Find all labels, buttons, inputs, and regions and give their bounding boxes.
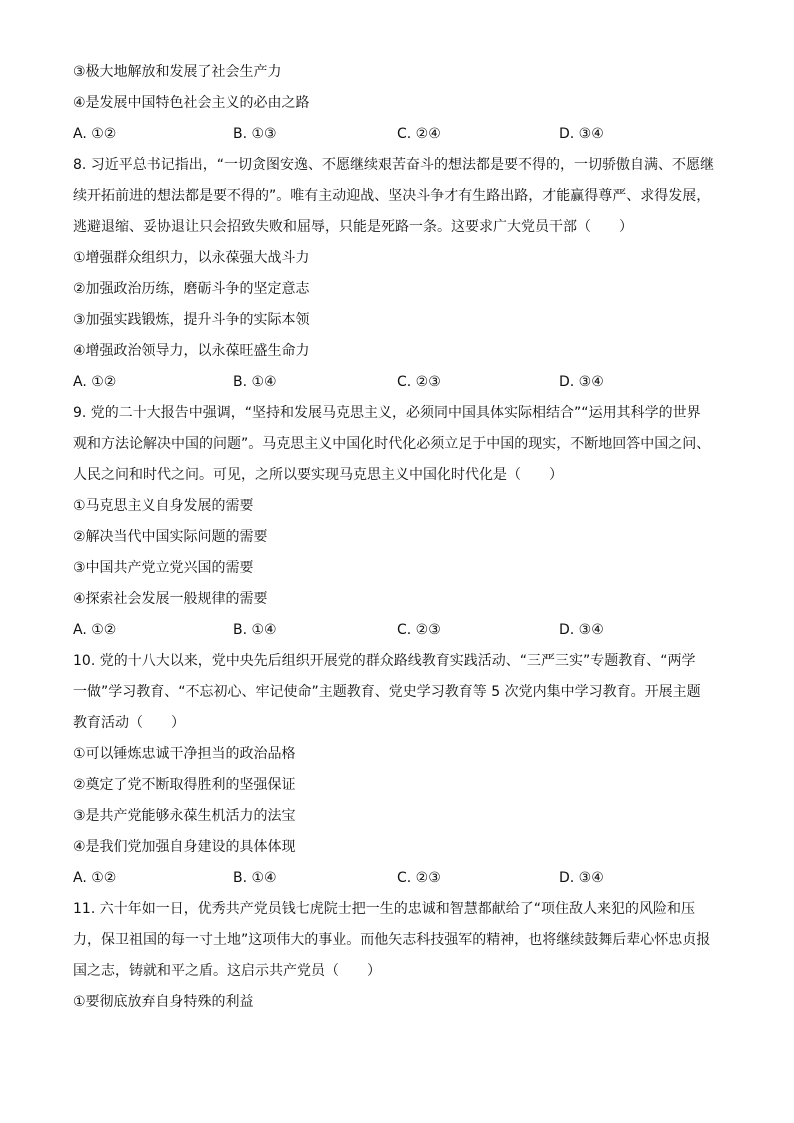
option-b: B. ①③ — [233, 126, 277, 142]
question-10 — [73, 651, 733, 899]
answer-options — [73, 372, 733, 403]
question-8 — [73, 155, 733, 403]
option-d: D. ③④ — [559, 126, 604, 142]
option-c: C. ②③ — [397, 622, 441, 638]
question-stem: 国之志，铸就和平之盾。这启示共产党员（ ） — [73, 963, 381, 979]
option-c: C. ②③ — [397, 870, 441, 886]
answer-options — [73, 124, 733, 155]
option-b: B. ①④ — [233, 870, 277, 886]
statement: ①增强群众组织力，以永葆强大战斗力 — [73, 250, 310, 266]
statement: ③加强实践锻炼，提升斗争的实际本领 — [73, 312, 310, 328]
question-stem: 8. 习近平总书记指出，“一切贪图安逸、不愿继续艰苦奋斗的想法都是要不得的，一切骄傲自满、不愿继 — [73, 157, 715, 173]
option-b: B. ①④ — [233, 374, 277, 390]
statement: ②解决当代中国实际问题的需要 — [73, 529, 268, 545]
question-stem: 观和方法论解决中国的问题”。马克思主义中国化时代化必须立足于中国的现实，不断地回答中国之问、 — [73, 436, 711, 452]
option-d: D. ③④ — [559, 374, 604, 390]
statement: ③是共产党能够永葆生机活力的法宝 — [73, 808, 296, 824]
option-a: A. ①② — [73, 374, 117, 390]
option-a: A. ①② — [73, 622, 117, 638]
statement: ④探索社会发展一般规律的需要 — [73, 591, 268, 607]
statement: ②加强政治历练，磨砺斗争的坚定意志 — [73, 281, 310, 297]
answer-options — [73, 868, 733, 899]
question-stem: 教育活动（ ） — [73, 715, 185, 731]
option-c: C. ②③ — [397, 374, 441, 390]
option-d: D. ③④ — [559, 622, 604, 638]
option-b: B. ①④ — [233, 622, 277, 638]
question-stem: 11. 六十年如一日，优秀共产党员钱七虎院士把一生的忠诚和智慧都献给了“项住敌人来犯的风险和压 — [73, 901, 695, 917]
previous-question-fragment — [73, 62, 733, 155]
option-d: D. ③④ — [559, 870, 604, 886]
statement: ④是我们党加强自身建设的具体体现 — [73, 839, 296, 855]
question-stem: 9. 党的二十大报告中强调，“坚持和发展马克思主义，必须同中国具体实际相结合”“运用其科学的世界 — [73, 405, 701, 421]
statement: ②奠定了党不断取得胜利的坚强保证 — [73, 777, 296, 793]
option-a: A. ①② — [73, 126, 117, 142]
question-stem: 一做”学习教育、“不忘初心、牢记使命”主题教育、党史学习教育等 5 次党内集中学习教育。开展主题 — [73, 684, 701, 700]
question-stem: 10. 党的十八大以来，党中央先后组织开展党的群众路线教育实践活动、“三严三实”专题教育、“两学 — [73, 653, 696, 669]
statement: ③中国共产党立党兴国的需要 — [73, 560, 254, 576]
question-9 — [73, 403, 733, 651]
statement: ④是发展中国特色社会主义的必由之路 — [73, 95, 310, 111]
statement: ①要彻底放弃自身特殊的利益 — [73, 994, 254, 1010]
question-stem: 人民之问和时代之问。可见，之所以要实现马克思主义中国化时代化是（ ） — [73, 467, 563, 483]
statement: ③极大地解放和发展了社会生产力 — [73, 64, 282, 80]
question-11 — [73, 899, 733, 1023]
option-a: A. ①② — [73, 870, 117, 886]
statement: ①可以锤炼忠诚干净担当的政治品格 — [73, 746, 296, 762]
answer-options — [73, 620, 733, 651]
exam-page — [73, 62, 733, 1023]
question-stem: 力，保卫祖国的每一寸土地”这项伟大的事业。而他矢志科技强军的精神，也将继续鼓舞后辈心怀忠贞报 — [73, 932, 711, 948]
statement: ①马克思主义自身发展的需要 — [73, 498, 254, 514]
question-stem: 续开拓前进的想法都是要不得的”。唯有主动迎战、坚决斗争才有生路出路，才能赢得尊严、求得发展， — [73, 188, 711, 204]
question-stem: 逃避退缩、妥协退让只会招致失败和屈辱，只能是死路一条。这要求广大党员干部（ ） — [73, 219, 633, 235]
statement: ④增强政治领导力，以永葆旺盛生命力 — [73, 343, 310, 359]
option-c: C. ②④ — [397, 126, 441, 142]
